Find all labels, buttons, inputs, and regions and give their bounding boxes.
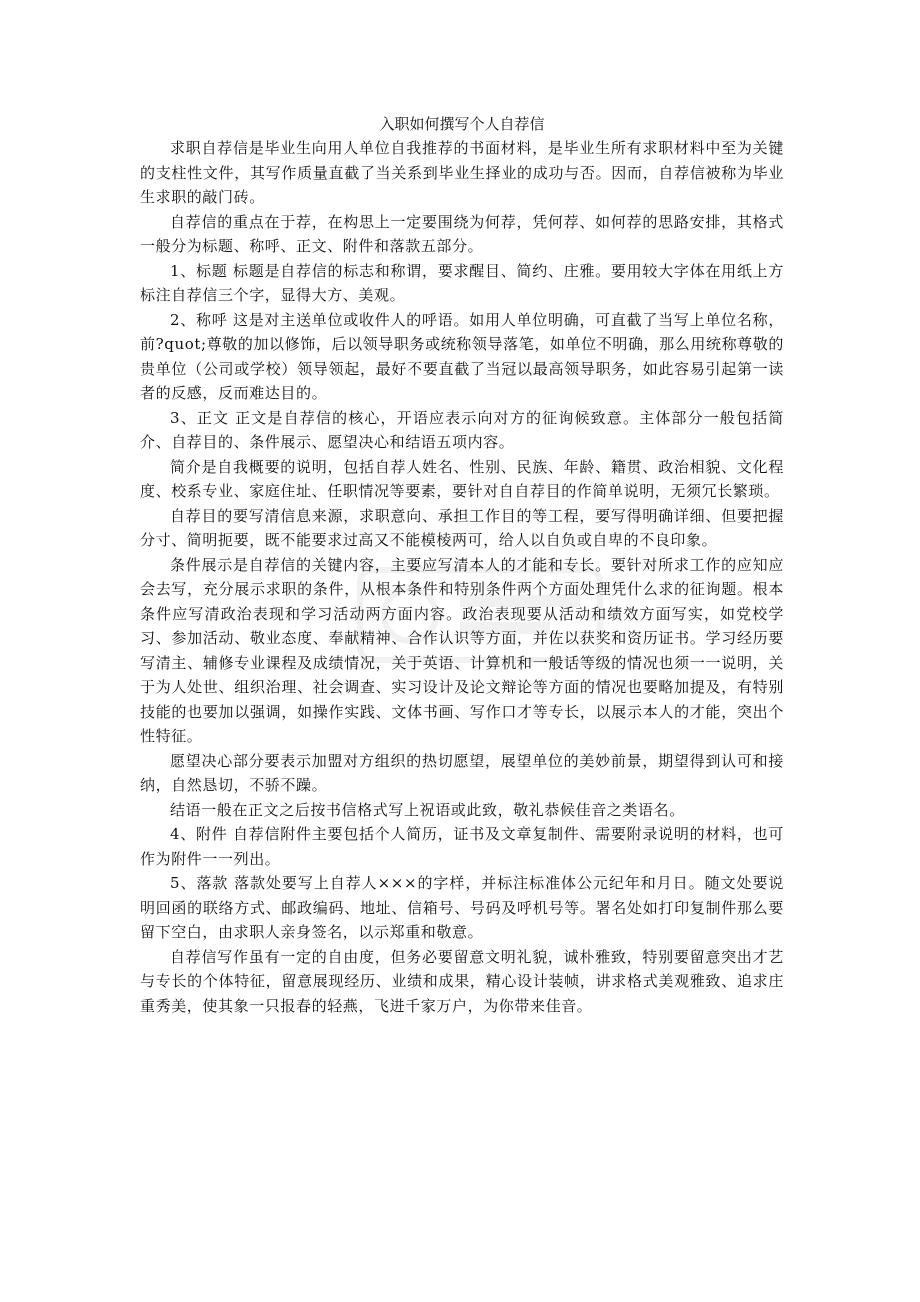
paragraph-intro: 求职自荐信是毕业生向用人单位自我推荐的书面材料，是毕业生所有求职材料中至为关键的支柱性文件，其写作质量直截了当关系到毕业生择业的成功与否。因而，自荐信被称为毕业生求职的敲门砖。 bbox=[140, 139, 784, 206]
paragraph-body-section: 3、正文 正文是自荐信的核心，开语应表示向对方的征询候致意。主体部分一般包括简介、自荐目的、条件展示、愿望决心和结语五项内容。 bbox=[140, 408, 784, 451]
paragraph-purpose: 自荐目的要写清信息来源，求职意向、承担工作目的等工程，要写得明确详细、但要把握分寸、简明扼要，既不能要求过高又不能模棱两可，给人以自负或自卑的不良印象。 bbox=[140, 506, 784, 549]
paragraph-attachments: 4、附件 自荐信附件主要包括个人简历，证书及文章复制件、需要附录说明的材料，也可作为附件一一列出。 bbox=[140, 825, 784, 868]
paragraph-title-section: 1、标题 标题是自荐信的标志和称谓，要求醒目、简约、庄雅。要用较大字体在用纸上方标注自荐信三个字，显得大方、美观。 bbox=[140, 261, 784, 304]
paragraph-closing: 结语一般在正文之后按书信格式写上祝语或此致，敬礼恭候佳音之类语名。 bbox=[170, 800, 685, 819]
paragraph-qualifications: 条件展示是自荐信的关键内容，主要应写清本人的才能和专长。要针对所求工作的应知应会去写，充分展示求职的条件，从根本条件和特别条件两个方面处理凭什么求的征询题。根本条件应写清政治表现和学习活动两方面内容。政治表现要从活动和绩效方面写实，如党校学习、参加活动、敬业态度、奉献精神、合作认识等方面，并佐以获奖和资历证书。学习经历要写清主、辅修专业课程及成绩情况，关于英语、计算机和一般话等级的情况也须一一说明，关于为人处世、组织治理、社会调查、实习设计及论文辩论等方面的情况也要略加提及，有特别技能的也要加以强调，如操作实践、文体书画、写作口才等专长，以展示本人的才能，突出个性特征。 bbox=[140, 555, 784, 745]
paragraph-focus: 自荐信的重点在于荐，在构思上一定要围绕为何荐，凭何荐、如何荐的思路安排，其格式一般分为标题、称呼、正文、附件和落款五部分。 bbox=[140, 212, 784, 255]
paragraph-introduction: 简介是自我概要的说明，包括自荐人姓名、性别、民族、年龄、籍贯、政治相貌、文化程度、校系专业、家庭住址、任职情况等要素，要针对自自荐目的作简单说明，无须冗长繁琐。 bbox=[140, 457, 784, 500]
paragraph-aspiration: 愿望决心部分要表示加盟对方组织的热切愿望，展望单位的美妙前景，期望得到认可和接纳，自然恳切，不骄不躁。 bbox=[140, 751, 784, 794]
document-body bbox=[140, 112, 784, 1018]
paragraph-conclusion: 自荐信写作虽有一定的自由度，但务必要留意文明礼貌，诚朴雅致，特别要留意突出才艺与专长的个体特征，留意展现经历、业绩和成果，精心设计装帧，讲求格式美观雅致、追求庄重秀美，使其象一只报春的轻燕，飞进千家万户，为你带来佳音。 bbox=[140, 947, 784, 1015]
paragraph-signature: 5、落款 落款处要写上自荐人×××的字样，并标注标准体公元纪年和月日。随文处要说明回函的联络方式、邮政编码、地址、信箱号、号码及呼机号等。署名处如打印复制件那么要留下空白，由求职人亲身签名，以示郑重和敬意。 bbox=[140, 874, 784, 941]
paragraph-salutation-section: 2、称呼 这是对主送单位或收件人的呼语。如用人单位明确，可直截了当写上单位名称，前?quot;尊敬的加以修饰，后以领导职务或统称领导落笔，如单位不明确，那么用统称尊敬的贵单位（公司或学校）领导领起，最好不要直截了当冠以最高领导职务，如此容易引起第一读者的反感，反而难达目的。 bbox=[140, 310, 784, 402]
document-title: 入职如何撰写个人自荐信 bbox=[379, 115, 545, 133]
